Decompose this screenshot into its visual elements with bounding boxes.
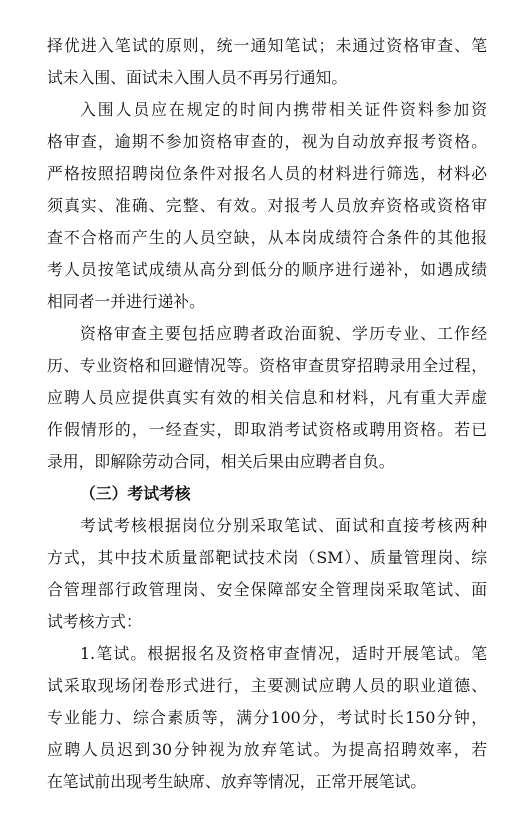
text-line: 1.笔试。根据报名及资格审查情况，适时开展笔试。笔 <box>80 644 487 663</box>
text-line: 资格审查主要包括应聘者政治面貌、学历专业、工作经 <box>80 324 487 343</box>
text-line: 格审查，逾期不参加资格审查的，视为自动放弃报考资格。 <box>47 132 487 151</box>
text-line: 试考核方式： <box>47 612 142 631</box>
text-line: 试未入围、面试未入围人员不再另行通知。 <box>47 68 348 87</box>
text-line: 专业能力、综合素质等，满分100分，考试时长150分钟， <box>47 708 487 727</box>
text-line: 考人员按笔试成绩从高分到低分的顺序进行递补，如遇成绩 <box>47 260 487 279</box>
text-line: 应聘人员迟到30分钟视为放弃笔试。为提高招聘效率，若 <box>47 740 487 759</box>
text-line: 入围人员应在规定的时间内携带相关证件资料参加资 <box>80 100 487 119</box>
text-line: 录用，即解除劳动合同，相关后果由应聘者自负。 <box>47 452 395 471</box>
text-line: 历、专业资格和回避情况等。资格审查贯穿招聘录用全过程， <box>47 356 487 375</box>
text-line: 须真实、准确、完整、有效。对报考人员放弃资格或资格审 <box>47 196 487 215</box>
section-heading: （三）考试考核 <box>80 484 191 503</box>
text-line: 查不合格而产生的人员空缺，从本岗成绩符合条件的其他报 <box>47 228 487 247</box>
text-line: 严格按照招聘岗位条件对报名人员的材料进行筛选，材料必 <box>47 164 487 183</box>
text-line: 在笔试前出现考生缺席、放弃等情况，正常开展笔试。 <box>47 772 427 791</box>
text-line: 考试考核根据岗位分别采取笔试、面试和直接考核两种 <box>80 516 487 535</box>
text-line: 合管理部行政管理岗、安全保障部安全管理岗采取笔试、面 <box>47 580 487 599</box>
text-line: 相同者一并进行递补。 <box>47 292 205 311</box>
text-line: 应聘人员应提供真实有效的相关信息和材料，凡有重大弄虚 <box>47 388 487 407</box>
text-line: 方式，其中技术质量部靶试技术岗（SM）、质量管理岗、综 <box>47 548 487 567</box>
text-line: 作假情形的，一经查实，即取消考试资格或聘用资格。若已 <box>47 420 487 439</box>
text-line: 试采取现场闭卷形式进行，主要测试应聘人员的职业道德、 <box>47 676 487 695</box>
text-line: 择优进入笔试的原则，统一通知笔试；未通过资格审查、笔 <box>47 36 487 55</box>
